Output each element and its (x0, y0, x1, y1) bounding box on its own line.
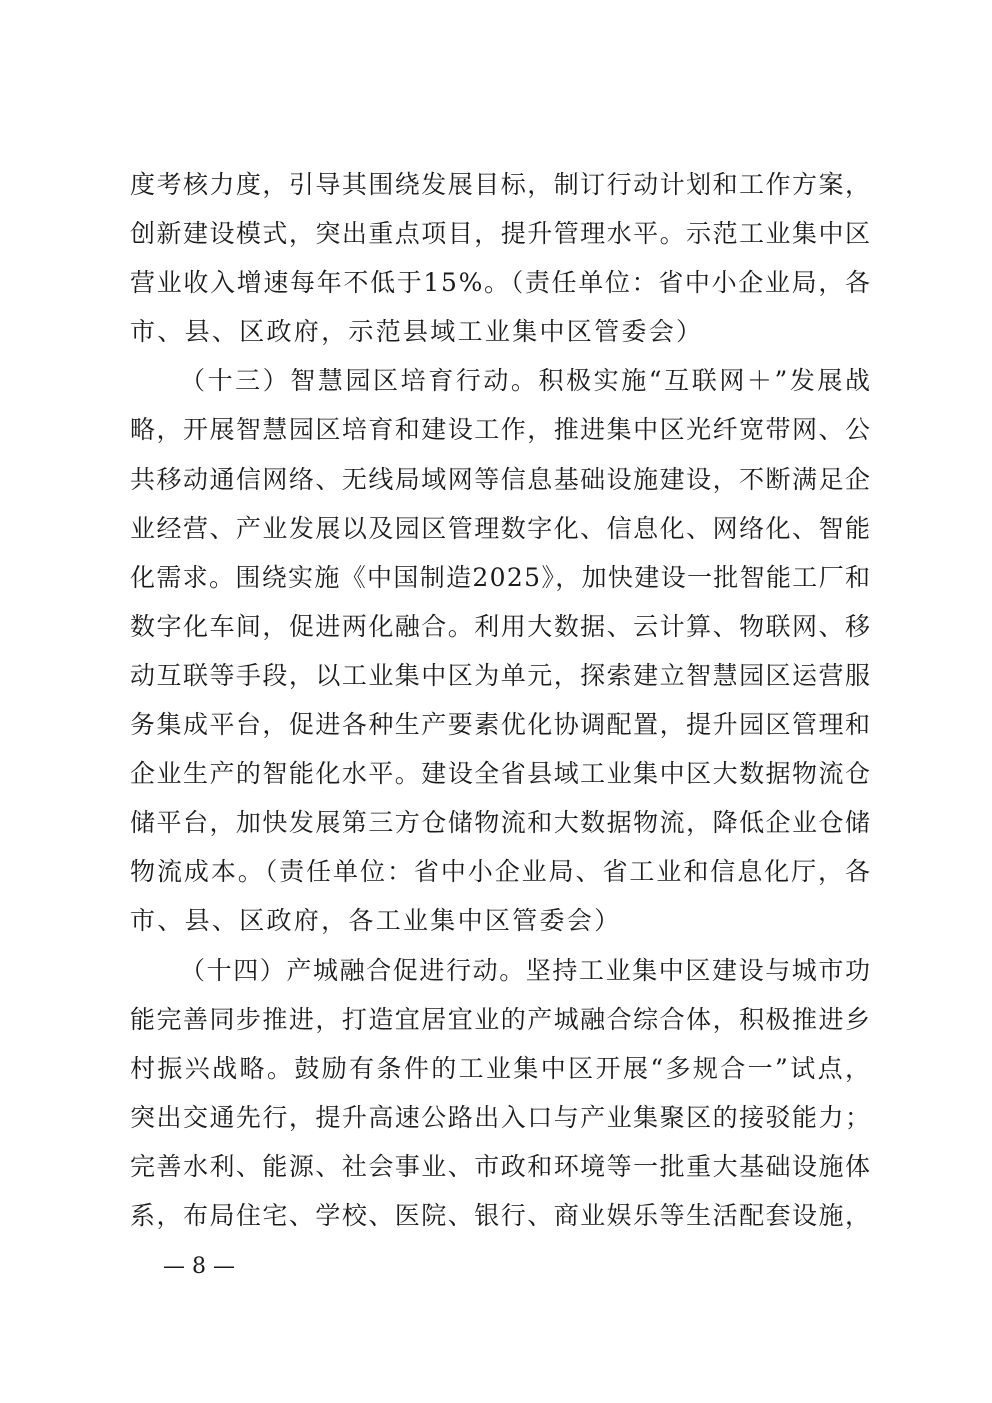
text-line: （十三）智慧园区培育行动。积极实施“互联网＋”发展战 (180, 366, 873, 396)
text-line: 突出交通先行，提升高速公路出入口与产业集聚区的接驳能力； (130, 1102, 872, 1132)
text-line: 化需求。围绕实施《中国制造2025》，加快建设一批智能工厂和 (130, 562, 872, 592)
text-line: 度考核力度，引导其围绕发展目标，制订行动计划和工作方案， (130, 170, 872, 199)
text-line: 村振兴战略。鼓励有条件的工业集中区开展“多规合一”试点， (130, 1053, 873, 1083)
text-line: 系，布局住宅、学校、医院、银行、商业娱乐等生活配套设施， (130, 1200, 872, 1230)
text-line: 数字化车间，促进两化融合。利用大数据、云计算、物联网、移 (130, 611, 872, 641)
text-line: 市、县、区政府，示范县域工业集中区管委会） (130, 317, 704, 347)
text-line: 能完善同步推进，打造宜居宜业的产城融合综合体，积极推进乡 (130, 1004, 872, 1034)
text-line: 完善水利、能源、社会事业、市政和环境等一批重大基础设施体 (130, 1151, 872, 1181)
text-line: 共移动通信网络、无线局域网等信息基础设施建设，不断满足企 (130, 464, 872, 494)
text-line: 营业收入增速每年不低于15%。（责任单位：省中小企业局，各 (130, 268, 872, 298)
text-line: 业经营、产业发展以及园区管理数字化、信息化、网络化、智能 (130, 513, 872, 543)
text-line: 略，开展智慧园区培育和建设工作，推进集中区光纤宽带网、公 (130, 415, 872, 445)
text-line: 企业生产的智能化水平。建设全省县域工业集中区大数据物流仓 (130, 759, 872, 789)
text-line: （十四）产城融合促进行动。坚持工业集中区建设与城市功 (180, 955, 872, 985)
text-line: 储平台，加快发展第三方仓储物流和大数据物流，降低企业仓储 (130, 808, 872, 838)
text-line: 动互联等手段，以工业集中区为单元，探索建立智慧园区运营服 (130, 660, 872, 690)
text-line: 务集成平台，促进各种生产要素优化协调配置，提升园区管理和 (130, 710, 872, 740)
page-number: — 8 — (163, 1254, 235, 1279)
text-line: 市、县、区政府，各工业集中区管委会） (130, 906, 622, 936)
body-text (130, 160, 873, 1240)
text-line: 物流成本。（责任单位：省中小企业局、省工业和信息化厅，各 (130, 857, 872, 887)
text-line: 创新建设模式，突出重点项目，提升管理水平。示范工业集中区 (130, 219, 872, 249)
